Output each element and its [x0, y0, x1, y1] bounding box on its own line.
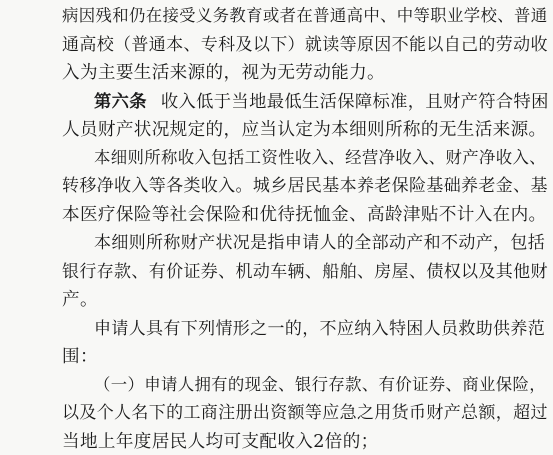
text-line: 以及个人名下的工商注册出资额等应急之用货币财产总额，超过 — [62, 403, 548, 423]
text-line: （一）申请人拥有的现金、银行存款、有价证券、商业保险， — [94, 375, 546, 394]
text-line: 围： — [62, 347, 98, 367]
text-line: 收入低于当地最低生活保障标准，且财产符合特困 — [160, 92, 549, 112]
text-line: 产。 — [62, 290, 98, 310]
text-line: 人员财产状况规定的，应当认定为本细则所称的无生活来源。 — [62, 120, 547, 140]
text-line: 病因残和仍在接受义务教育或者在普通高中、中等职业学校、普通 — [62, 6, 548, 25]
text-line: 本细则所称收入包括工资性收入、经营净收入、财产净收入、 — [94, 148, 546, 167]
text-line: 当地上年度居民人均可支配收入2倍的； — [62, 432, 379, 452]
text-line: 入为主要生活来源的，视为无劳动能力。 — [62, 63, 385, 83]
text-line: 转移净收入等各类收入。城乡居民基本养老保险基础养老金、基 — [62, 176, 548, 196]
text-line: 本医疗保险等社会保险和优待抚恤金、高龄津贴不计入在内。 — [62, 205, 547, 225]
text-line: 申请人具有下列情形之一的，不应纳入特困人员救助供养范 — [94, 319, 546, 339]
text-line: 本细则所称财产状况是指申请人的全部动产和不动产，包括 — [94, 233, 546, 253]
article-heading: 第六条 — [94, 92, 147, 112]
article-six-line — [94, 90, 549, 114]
text-line: 通高校（普通本、专科及以下）就读等原因不能以自己的劳动收 — [62, 35, 548, 55]
text-line: 银行存款、有价证券、机动车辆、船舶、房屋、债权以及其他财 — [62, 262, 548, 282]
